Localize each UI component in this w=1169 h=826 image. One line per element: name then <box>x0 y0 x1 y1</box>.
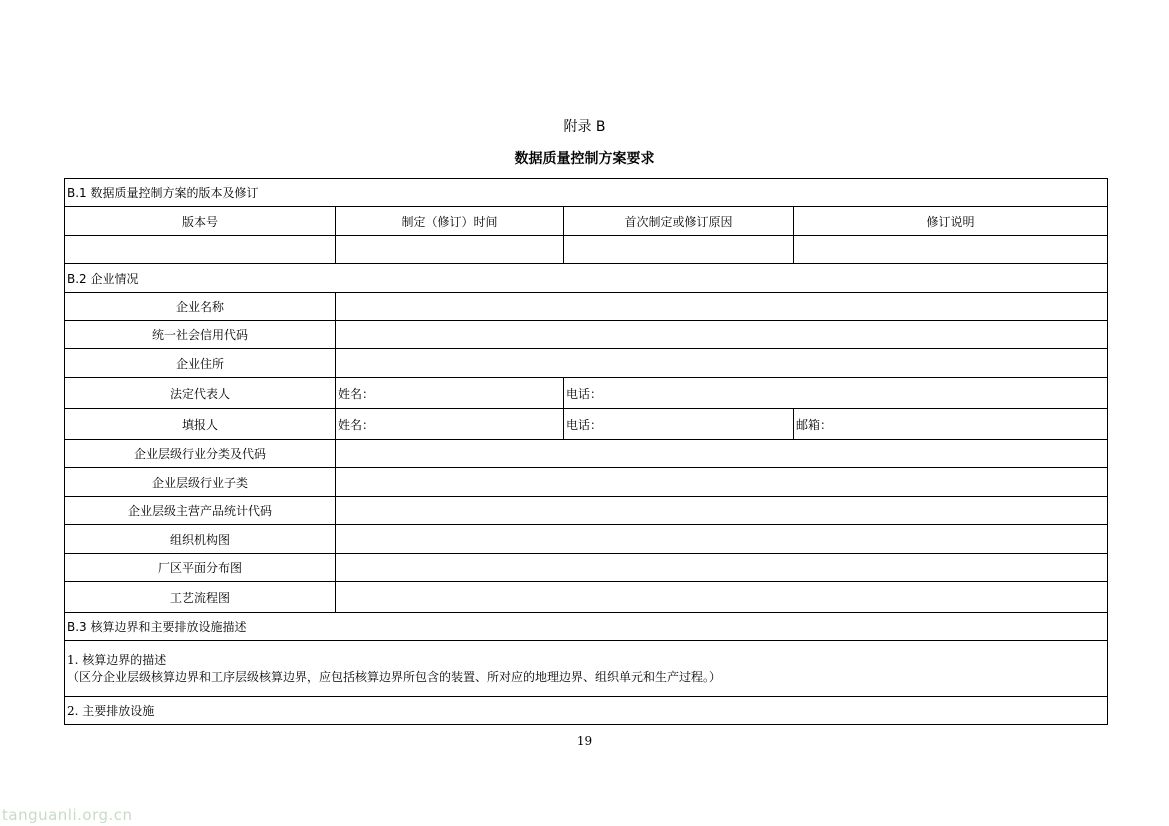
credit-code-label: 统一社会信用代码 <box>65 321 336 349</box>
legal-rep-phone[interactable]: 电话： <box>564 378 1108 409</box>
org-chart-value[interactable] <box>336 525 1108 554</box>
b2-section-title: B.2 企业情况 <box>65 264 1108 293</box>
plant-layout-row <box>65 554 1108 582</box>
b1-entry-row <box>65 236 1108 264</box>
b3-section-row <box>65 613 1108 641</box>
emission-facilities-row <box>65 697 1108 725</box>
industry-sub-label: 企业层级行业子类 <box>65 468 336 497</box>
col-date: 制定（修订）时间 <box>336 207 564 236</box>
org-chart-row <box>65 525 1108 554</box>
col-reason: 首次制定或修订原因 <box>564 207 794 236</box>
version-cell[interactable] <box>65 236 336 264</box>
b2-section-row <box>65 264 1108 293</box>
legal-rep-row <box>65 378 1108 409</box>
company-name-value[interactable] <box>336 293 1108 321</box>
industry-code-value[interactable] <box>336 440 1108 468</box>
product-code-row <box>65 497 1108 525</box>
description-cell[interactable] <box>794 236 1108 264</box>
reporter-email[interactable]: 邮箱： <box>794 409 1108 440</box>
industry-sub-row <box>65 468 1108 497</box>
process-flow-row <box>65 582 1108 613</box>
process-flow-label: 工艺流程图 <box>65 582 336 613</box>
boundary-note: （区分企业层级核算边界和工序层级核算边界，应包括核算边界所包含的装置、所对应的地理边界、组织单元和生产过程。） <box>67 669 722 684</box>
product-code-label: 企业层级主营产品统计代码 <box>65 497 336 525</box>
address-value[interactable] <box>336 349 1108 378</box>
product-code-value[interactable] <box>336 497 1108 525</box>
plant-layout-value[interactable] <box>336 554 1108 582</box>
process-flow-value[interactable] <box>336 582 1108 613</box>
boundary-description-cell[interactable] <box>65 641 1108 697</box>
industry-code-row <box>65 440 1108 468</box>
plant-layout-label: 厂区平面分布图 <box>65 554 336 582</box>
industry-code-label: 企业层级行业分类及代码 <box>65 440 336 468</box>
document-title: 数据质量控制方案要求 <box>514 151 655 167</box>
col-version: 版本号 <box>65 207 336 236</box>
boundary-title: 1. 核算边界的描述 <box>67 652 167 667</box>
reporter-name[interactable]: 姓名： <box>336 409 564 440</box>
date-cell[interactable] <box>336 236 564 264</box>
reporter-label: 填报人 <box>65 409 336 440</box>
reason-cell[interactable] <box>564 236 794 264</box>
b1-section-row <box>65 179 1108 207</box>
legal-rep-label: 法定代表人 <box>65 378 336 409</box>
address-label: 企业住所 <box>65 349 336 378</box>
appendix-title: 附录 B <box>563 119 606 135</box>
col-description: 修订说明 <box>794 207 1108 236</box>
address-row <box>65 349 1108 378</box>
b3-section-title: B.3 核算边界和主要排放设施描述 <box>65 613 1108 641</box>
watermark: tanguanli.org.cn <box>2 806 133 824</box>
company-name-label: 企业名称 <box>65 293 336 321</box>
reporter-row <box>65 409 1108 440</box>
company-name-row <box>65 293 1108 321</box>
boundary-row <box>65 641 1108 697</box>
b1-header-row <box>65 207 1108 236</box>
reporter-phone[interactable]: 电话： <box>564 409 794 440</box>
legal-rep-name[interactable]: 姓名： <box>336 378 564 409</box>
credit-code-value[interactable] <box>336 321 1108 349</box>
industry-sub-value[interactable] <box>336 468 1108 497</box>
b1-section-title: B.1 数据质量控制方案的版本及修订 <box>65 179 1108 207</box>
emission-facilities-title[interactable]: 2. 主要排放设施 <box>65 697 1108 725</box>
page-number: 19 <box>576 734 593 748</box>
credit-code-row <box>65 321 1108 349</box>
org-chart-label: 组织机构图 <box>65 525 336 554</box>
quality-control-form <box>64 178 1108 725</box>
